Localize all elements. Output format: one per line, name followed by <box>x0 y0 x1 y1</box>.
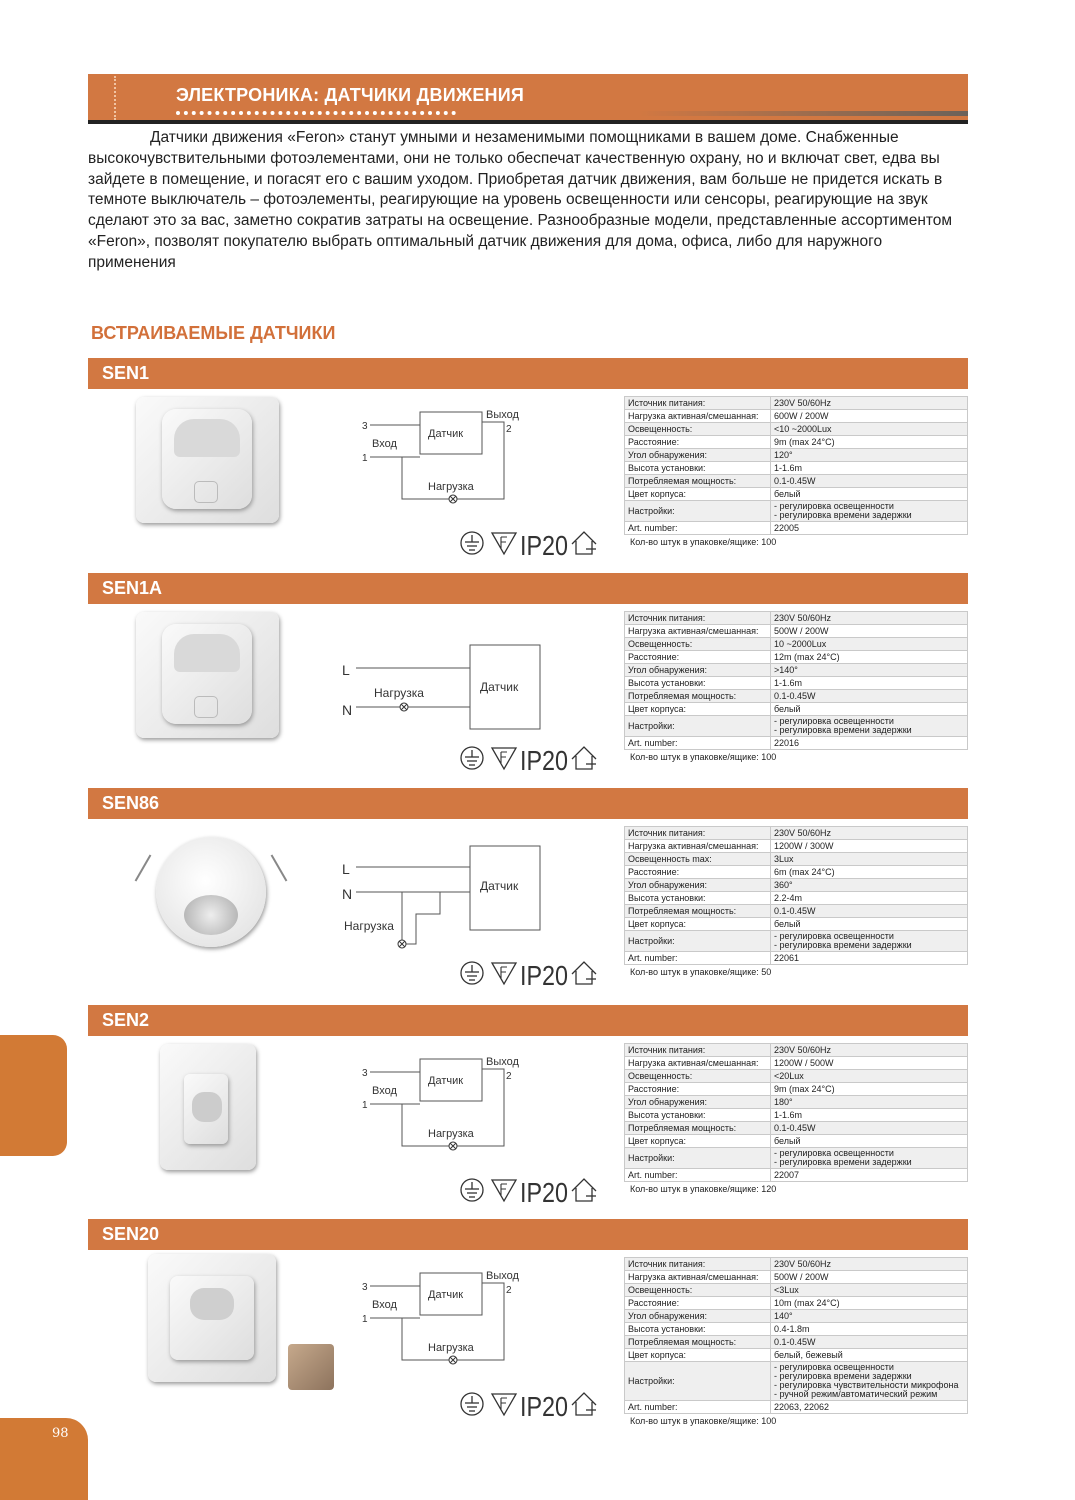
spec-value: 230V 50/60Hz <box>771 1258 968 1271</box>
spec-label: Цвет корпуса: <box>625 703 771 716</box>
spec-row <box>625 1135 968 1148</box>
spec-label: Art. number: <box>625 1169 771 1182</box>
spec-value: 0.1-0.45W <box>771 690 968 703</box>
pack-quantity: Кол-во штук в упаковке/ящике: 100 <box>630 1416 777 1426</box>
ip-rating: IP20 <box>520 1391 568 1422</box>
spec-label: Расстояние: <box>625 1083 771 1096</box>
spec-label: Art. number: <box>625 737 771 750</box>
spec-row <box>625 1401 968 1414</box>
spec-row <box>625 840 968 853</box>
spec-label: Потребляемая мощность: <box>625 1336 771 1349</box>
spec-label: Освещенность: <box>625 1284 771 1297</box>
spec-row <box>625 1323 968 1336</box>
spec-row <box>625 931 968 952</box>
f-mark-icon <box>492 748 516 769</box>
spec-value: 140° <box>771 1310 968 1323</box>
pack-quantity: Кол-во штук в упаковке/ящике: 120 <box>630 1184 777 1194</box>
spec-value: 360° <box>771 879 968 892</box>
spec-label: Цвет корпуса: <box>625 918 771 931</box>
product-sen1 <box>88 358 968 573</box>
spec-value: - регулировка освещенности - регулировка времени задержки <box>771 931 968 952</box>
spec-row <box>625 879 968 892</box>
product-sen20 <box>88 1219 968 1434</box>
diagram-label: Выход <box>486 1270 519 1282</box>
spec-label: Нагрузка активная/смешанная: <box>625 840 771 853</box>
diagram-label: Нагрузка <box>428 1128 474 1140</box>
product-name: SEN1A <box>88 573 968 604</box>
spec-value: 22016 <box>771 737 968 750</box>
spec-label: Освещенность: <box>625 423 771 436</box>
spec-label: Настройки: <box>625 931 771 952</box>
spec-label: Расстояние: <box>625 866 771 879</box>
spec-label: Источник питания: <box>625 1258 771 1271</box>
spec-row <box>625 1271 968 1284</box>
spec-row <box>625 423 968 436</box>
diagram-label: N <box>342 886 353 902</box>
spec-row <box>625 1044 968 1057</box>
spec-value: белый, бежевый <box>771 1349 968 1362</box>
spec-value: 2.2-4m <box>771 892 968 905</box>
spec-label: Нагрузка активная/смешанная: <box>625 625 771 638</box>
section-heading: ВСТРАИВАЕМЫЕ ДАТЧИКИ <box>91 323 336 343</box>
diagram-label: 2 <box>506 424 512 435</box>
indoor-house-icon <box>572 1393 596 1415</box>
spec-label: Расстояние: <box>625 651 771 664</box>
spec-row <box>625 866 968 879</box>
diagram-label: 1 <box>362 1314 368 1325</box>
f-mark-icon <box>492 963 516 984</box>
pack-quantity: Кол-во штук в упаковке/ящике: 100 <box>630 537 777 547</box>
diagram-label: Вход <box>372 1299 397 1311</box>
spec-label: Цвет корпуса: <box>625 1135 771 1148</box>
indoor-house-icon <box>572 532 596 554</box>
pack-quantity: Кол-во штук в упаковке/ящике: 100 <box>630 752 777 762</box>
spec-value: 22007 <box>771 1169 968 1182</box>
indoor-house-icon <box>572 962 596 984</box>
spec-row <box>625 449 968 462</box>
spec-value: 230V 50/60Hz <box>771 612 968 625</box>
spec-row <box>625 488 968 501</box>
product-sen2 <box>88 1005 968 1220</box>
spec-row <box>625 737 968 750</box>
f-mark-icon <box>492 1394 516 1415</box>
diagram-label: 1 <box>362 453 368 464</box>
spec-value: 500W / 200W <box>771 1271 968 1284</box>
spec-value: 1-1.6m <box>771 677 968 690</box>
spec-value: белый <box>771 918 968 931</box>
spec-row <box>625 952 968 965</box>
page-title: ЭЛЕКТРОНИКА: ДАТЧИКИ ДВИЖЕНИЯ <box>176 85 525 105</box>
spec-label: Освещенность: <box>625 1070 771 1083</box>
spec-label: Высота установки: <box>625 1323 771 1336</box>
f-mark-icon <box>492 533 516 554</box>
spec-table <box>624 1257 968 1414</box>
diagram-label: 2 <box>506 1285 512 1296</box>
spec-value: 230V 50/60Hz <box>771 827 968 840</box>
spec-value: <10 ~2000Lux <box>771 423 968 436</box>
pack-quantity: Кол-во штук в упаковке/ящике: 50 <box>630 967 772 977</box>
ip-rating: IP20 <box>520 960 568 991</box>
spec-label: Угол обнаружения: <box>625 449 771 462</box>
indoor-house-icon <box>572 747 596 769</box>
spec-row <box>625 1336 968 1349</box>
spec-block <box>624 611 968 763</box>
spec-value: 0.1-0.45W <box>771 905 968 918</box>
f-mark-icon <box>492 1180 516 1201</box>
spec-row <box>625 397 968 410</box>
lamp-symbol <box>449 1142 457 1150</box>
spec-row <box>625 462 968 475</box>
product-name: SEN20 <box>88 1219 968 1250</box>
spec-block <box>624 1043 968 1195</box>
spec-value: 230V 50/60Hz <box>771 1044 968 1057</box>
spec-label: Art. number: <box>625 1401 771 1414</box>
spec-value: 0.4-1.8m <box>771 1323 968 1336</box>
spec-label: Нагрузка активная/смешанная: <box>625 1057 771 1070</box>
ip-rating: IP20 <box>520 530 568 561</box>
spec-label: Нагрузка активная/смешанная: <box>625 1271 771 1284</box>
ip-rating: IP20 <box>520 745 568 776</box>
diagram-label: 3 <box>362 1068 368 1079</box>
spec-value: 1200W / 500W <box>771 1057 968 1070</box>
spec-label: Источник питания: <box>625 612 771 625</box>
spec-row <box>625 690 968 703</box>
spec-label: Расстояние: <box>625 1297 771 1310</box>
spec-value: 1-1.6m <box>771 462 968 475</box>
spec-row <box>625 905 968 918</box>
spec-row <box>625 827 968 840</box>
spec-label: Настройки: <box>625 501 771 522</box>
spec-value: >140° <box>771 664 968 677</box>
diagram-label: Датчик <box>480 879 519 893</box>
spec-row <box>625 1148 968 1169</box>
product-photo <box>136 827 279 953</box>
spec-row <box>625 1349 968 1362</box>
decorative-dots <box>176 111 456 115</box>
spec-label: Цвет корпуса: <box>625 1349 771 1362</box>
wiring-diagram <box>338 386 568 576</box>
spec-row <box>625 1284 968 1297</box>
diagram-label: 3 <box>362 421 368 432</box>
side-tab <box>0 1035 67 1156</box>
spec-row <box>625 612 968 625</box>
diagram-label: Датчик <box>428 428 464 440</box>
lamp-symbol <box>449 1356 457 1364</box>
spec-row <box>625 1362 968 1401</box>
ground-icon <box>461 962 483 984</box>
spec-block <box>624 826 968 978</box>
product-name: SEN2 <box>88 1005 968 1036</box>
spec-value: 0.1-0.45W <box>771 475 968 488</box>
diagram-label: Датчик <box>428 1289 464 1301</box>
spec-row <box>625 651 968 664</box>
spec-label: Источник питания: <box>625 1044 771 1057</box>
spec-row <box>625 625 968 638</box>
spec-row <box>625 664 968 677</box>
spec-table <box>624 611 968 750</box>
spec-row <box>625 501 968 522</box>
product-photo <box>136 1258 279 1384</box>
ground-icon <box>461 1179 483 1201</box>
diagram-label: N <box>342 702 353 718</box>
spec-table <box>624 396 968 535</box>
spec-label: Потребляемая мощность: <box>625 1122 771 1135</box>
spec-value: - регулировка освещенности - регулировка времени задержки <box>771 501 968 522</box>
spec-label: Настройки: <box>625 1362 771 1401</box>
spec-value: 22063, 22062 <box>771 1401 968 1414</box>
spec-label: Освещенность: <box>625 638 771 651</box>
spec-label: Освещенность max: <box>625 853 771 866</box>
indoor-house-icon <box>572 1179 596 1201</box>
lamp-symbol <box>400 703 408 711</box>
wiring-diagram <box>338 816 568 1006</box>
spec-value: 0.1-0.45W <box>771 1122 968 1135</box>
diagram-label: Нагрузка <box>374 686 424 700</box>
spec-value: 10 ~2000Lux <box>771 638 968 651</box>
ground-icon <box>461 1393 483 1415</box>
product-name: SEN86 <box>88 788 968 819</box>
product-name: SEN1 <box>88 358 968 389</box>
spec-label: Нагрузка активная/смешанная: <box>625 410 771 423</box>
wiring-diagram <box>338 1033 568 1223</box>
spec-label: Настройки: <box>625 716 771 737</box>
spec-value: белый <box>771 703 968 716</box>
spec-row <box>625 677 968 690</box>
spec-label: Art. number: <box>625 522 771 535</box>
spec-row <box>625 918 968 931</box>
spec-row <box>625 436 968 449</box>
spec-value: - регулировка освещенности - регулировка времени задержки - регулировка чувствительности микрофона - ручной режим/автоматический режим <box>771 1362 968 1401</box>
product-photo <box>136 397 279 523</box>
spec-value: 0.1-0.45W <box>771 1336 968 1349</box>
lamp-symbol <box>449 495 457 503</box>
product-sen1a <box>88 573 968 788</box>
ground-icon <box>461 532 483 554</box>
spec-row <box>625 716 968 737</box>
spec-label: Настройки: <box>625 1148 771 1169</box>
diagram-label: Нагрузка <box>428 481 474 493</box>
spec-label: Угол обнаружения: <box>625 879 771 892</box>
spec-value: 22061 <box>771 952 968 965</box>
spec-row <box>625 638 968 651</box>
spec-label: Цвет корпуса: <box>625 488 771 501</box>
spec-row <box>625 1310 968 1323</box>
spec-row <box>625 703 968 716</box>
spec-row <box>625 475 968 488</box>
spec-label: Источник питания: <box>625 397 771 410</box>
product-photo <box>136 612 279 738</box>
diagram-label: Вход <box>372 1085 397 1097</box>
product-sen86 <box>88 788 968 1003</box>
spec-row <box>625 853 968 866</box>
intro-paragraph: Датчики движения «Feron» станут умными и незаменимыми помощниками в вашем доме. Снабженные высокочувствительными фотоэлементами, они не только обеспечат качественную охрану, но и включат свет, едва вы зайдете в помещение, и погасят его с вашим уходом. Приобретая датчик движения, вам больше не придется искать в темноте выключатель – фотоэлементы, реагирующие на уровень освещенности или сенсоры, реагирующие на звук сделают это за вас, заметно сократив затраты на освещение. Разнообразные модели, представленные ассортиментом «Feron», позволят покупателю выбрать оптимальный датчик движения для дома, офиса, либо для наружного применения <box>88 129 953 271</box>
spec-row <box>625 892 968 905</box>
wiring-diagram <box>338 1247 568 1437</box>
spec-row <box>625 410 968 423</box>
spec-label: Потребляемая мощность: <box>625 905 771 918</box>
spec-block <box>624 1257 968 1427</box>
spec-table <box>624 1043 968 1182</box>
spec-label: Art. number: <box>625 952 771 965</box>
diagram-label: Вход <box>372 438 397 450</box>
spec-label: Высота установки: <box>625 1109 771 1122</box>
diagram-label: L <box>342 662 350 678</box>
diagram-label: Нагрузка <box>428 1342 474 1354</box>
spec-row <box>625 1083 968 1096</box>
spec-row <box>625 1109 968 1122</box>
spec-value: 180° <box>771 1096 968 1109</box>
spec-label: Расстояние: <box>625 436 771 449</box>
spec-value: - регулировка освещенности - регулировка времени задержки <box>771 1148 968 1169</box>
spec-value: 500W / 200W <box>771 625 968 638</box>
spec-value: белый <box>771 488 968 501</box>
spec-label: Потребляемая мощность: <box>625 690 771 703</box>
spec-row <box>625 1169 968 1182</box>
spec-label: Угол обнаружения: <box>625 1310 771 1323</box>
spec-value: - регулировка освещенности - регулировка времени задержки <box>771 716 968 737</box>
spec-value: 22005 <box>771 522 968 535</box>
spec-value: 3Lux <box>771 853 968 866</box>
page-header-banner <box>88 74 968 120</box>
spec-value: 600W / 200W <box>771 410 968 423</box>
spec-value: 230V 50/60Hz <box>771 397 968 410</box>
header-divider <box>88 120 968 124</box>
diagram-label: Датчик <box>480 680 519 694</box>
wiring-diagram <box>338 601 568 791</box>
diagram-label: Датчик <box>428 1075 464 1087</box>
decorative-gradient <box>638 111 968 116</box>
diagram-label: 2 <box>506 1071 512 1082</box>
spec-value: 1200W / 300W <box>771 840 968 853</box>
page-number: 98 <box>52 1426 69 1441</box>
spec-row <box>625 1122 968 1135</box>
lamp-symbol <box>398 940 406 948</box>
diagram-label: 1 <box>362 1100 368 1111</box>
spec-table <box>624 826 968 965</box>
diagram-label: Выход <box>486 1056 519 1068</box>
spec-value: 120° <box>771 449 968 462</box>
spec-label: Высота установки: <box>625 677 771 690</box>
product-photo <box>136 1044 279 1170</box>
spec-value: 9m (max 24°C) <box>771 436 968 449</box>
spec-row <box>625 1297 968 1310</box>
decorative-dotted-line <box>114 76 116 120</box>
spec-value: белый <box>771 1135 968 1148</box>
spec-value: 10m (max 24°C) <box>771 1297 968 1310</box>
spec-label: Угол обнаружения: <box>625 1096 771 1109</box>
spec-row <box>625 1070 968 1083</box>
diagram-label: 3 <box>362 1282 368 1293</box>
diagram-label: Нагрузка <box>344 919 394 933</box>
spec-value: <3Lux <box>771 1284 968 1297</box>
page-number-tab <box>0 1418 88 1500</box>
spec-row <box>625 522 968 535</box>
spec-block <box>624 396 968 548</box>
spec-label: Высота установки: <box>625 892 771 905</box>
spec-label: Потребляемая мощность: <box>625 475 771 488</box>
diagram-label: L <box>342 861 350 877</box>
spec-row <box>625 1258 968 1271</box>
spec-row <box>625 1096 968 1109</box>
spec-value: 12m (max 24°C) <box>771 651 968 664</box>
spec-value: 1-1.6m <box>771 1109 968 1122</box>
spec-value: <20Lux <box>771 1070 968 1083</box>
ground-icon <box>461 747 483 769</box>
spec-label: Источник питания: <box>625 827 771 840</box>
spec-value: 6m (max 24°C) <box>771 866 968 879</box>
spec-row <box>625 1057 968 1070</box>
spec-label: Высота установки: <box>625 462 771 475</box>
ip-rating: IP20 <box>520 1177 568 1208</box>
spec-label: Угол обнаружения: <box>625 664 771 677</box>
diagram-label: Выход <box>486 409 519 421</box>
spec-value: 9m (max 24°C) <box>771 1083 968 1096</box>
